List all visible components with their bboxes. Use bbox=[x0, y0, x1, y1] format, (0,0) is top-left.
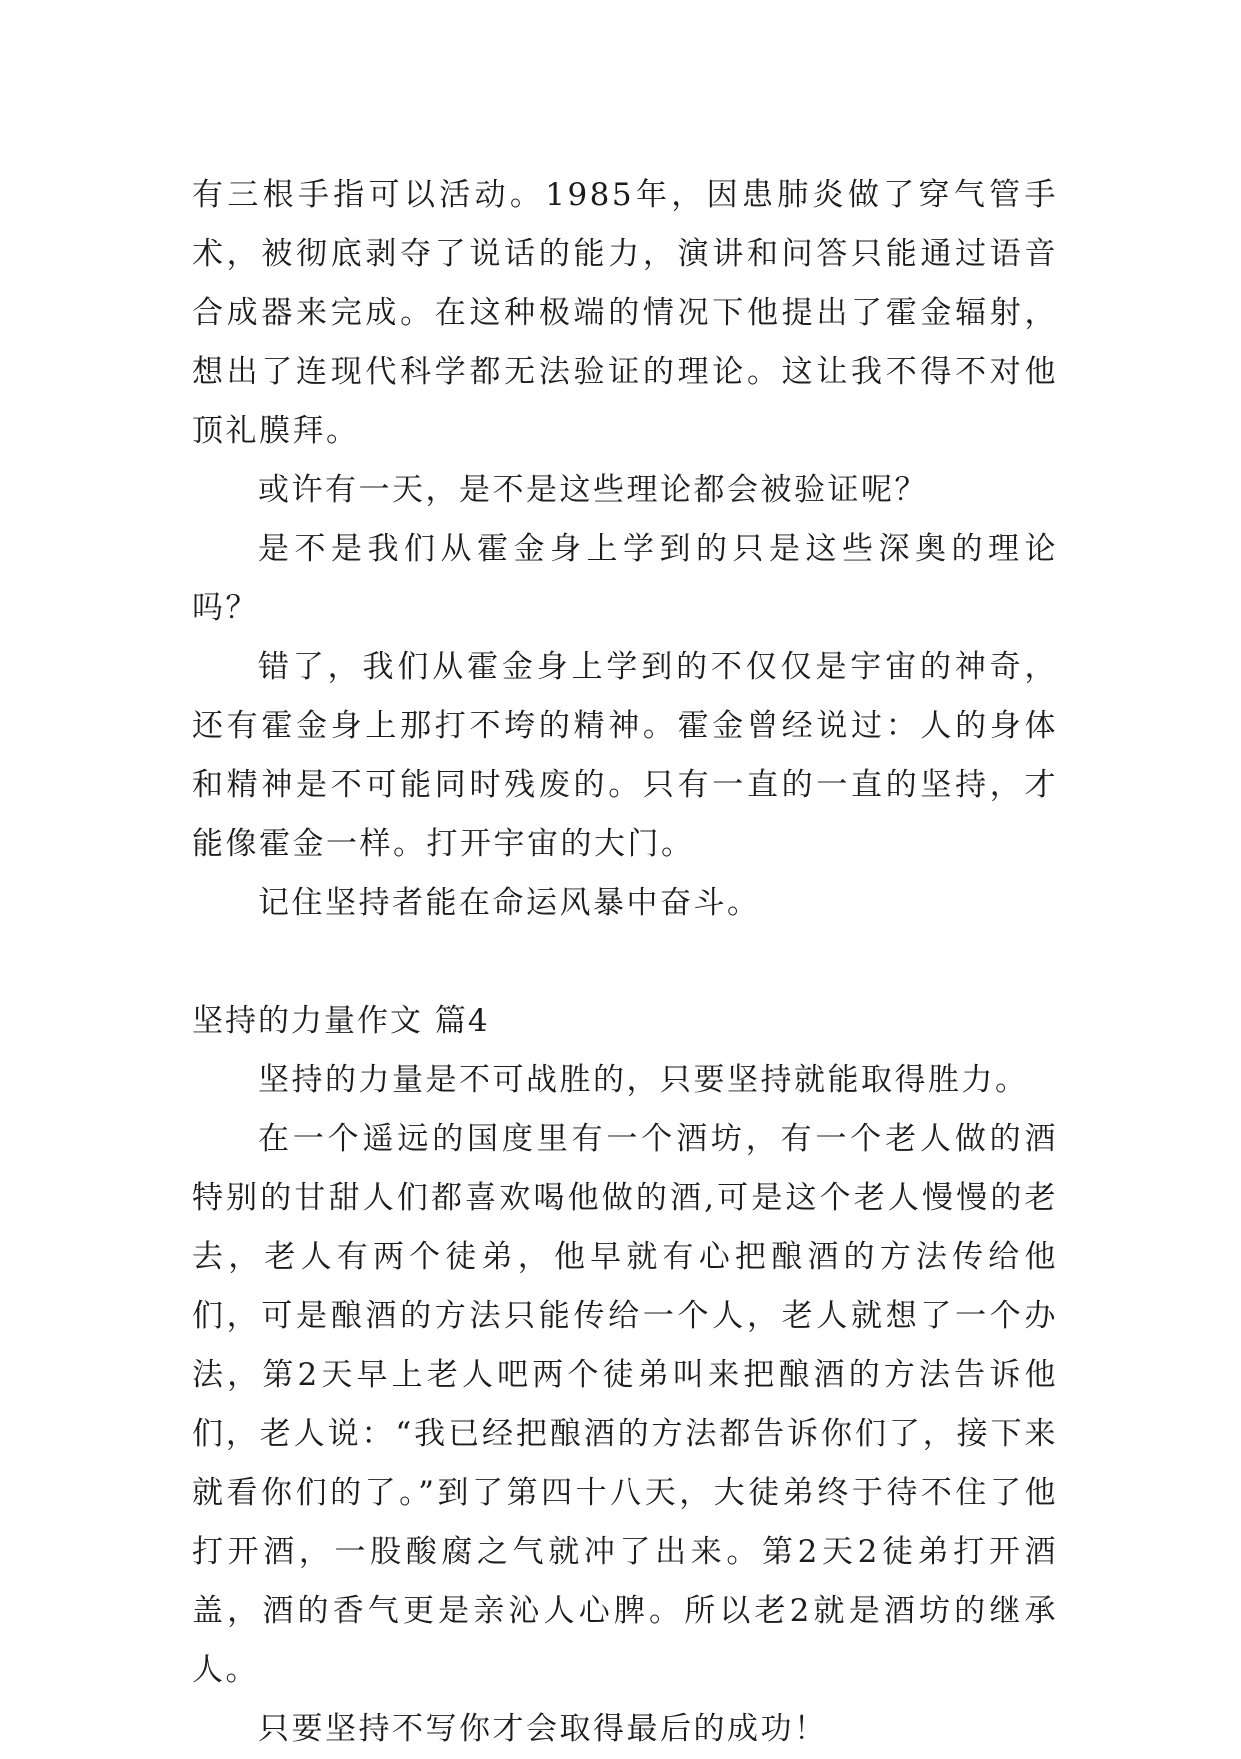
paragraph-conclusion-a: 记住坚持者能在命运风暴中奋斗。 bbox=[258, 885, 761, 921]
paragraph-winery-story: 在一个遥远的国度里有一个酒坊，有一个老人做的酒特别的甘甜人们都喜欢喝他做的酒,可是这个老人慢慢的老去，老人有两个徒弟，他早就有心把酿酒的方法传给他们，可是酿酒的方法只能传给一个人，老人就想了一个办法，第2天早上老人吧两个徒弟叫来把酿酒的方法告诉他们，老人说：“我已经把酿酒的方法都告诉你们了，接下来就看你们的了。”到了第四十八天，大徒弟终于待不住了他打开酒，一股酸腐之气就冲了出来。第2天2徒弟打开酒盖，酒的香气更是亲沁人心脾。所以老2就是酒坊的继承人。 bbox=[192, 1121, 1058, 1688]
section-title: 坚持的力量作文 篇4 bbox=[192, 1003, 490, 1039]
paragraph-conclusion-b: 只要坚持不写你才会取得最后的成功！ bbox=[258, 1711, 828, 1747]
paragraph-question-1: 或许有一天，是不是这些理论都会被验证呢？ bbox=[258, 472, 928, 508]
paragraph-hawking-spirit: 错了，我们从霍金身上学到的不仅仅是宇宙的神奇，还有霍金身上那打不垮的精神。霍金曾经说过：人的身体和精神是不可能同时残废的。只有一直的一直的坚持，才能像霍金一样。打开宇宙的大门。 bbox=[192, 649, 1058, 862]
paragraph-hawking-intro: 有三根手指可以活动。1985年，因患肺炎做了穿气管手术，被彻底剥夺了说话的能力，演讲和问答只能通过语音合成器来完成。在这种极端的情况下他提出了霍金辐射，想出了连现代科学都无法验证的理论。这让我不得不对他顶礼膜拜。 bbox=[192, 177, 1058, 449]
paragraph-question-2: 是不是我们从霍金身上学到的只是这些深奥的理论吗？ bbox=[192, 531, 1058, 626]
document-body bbox=[192, 166, 1058, 1759]
paragraph-thesis: 坚持的力量是不可战胜的，只要坚持就能取得胜力。 bbox=[258, 1062, 1029, 1098]
section-spacer bbox=[192, 933, 1058, 992]
